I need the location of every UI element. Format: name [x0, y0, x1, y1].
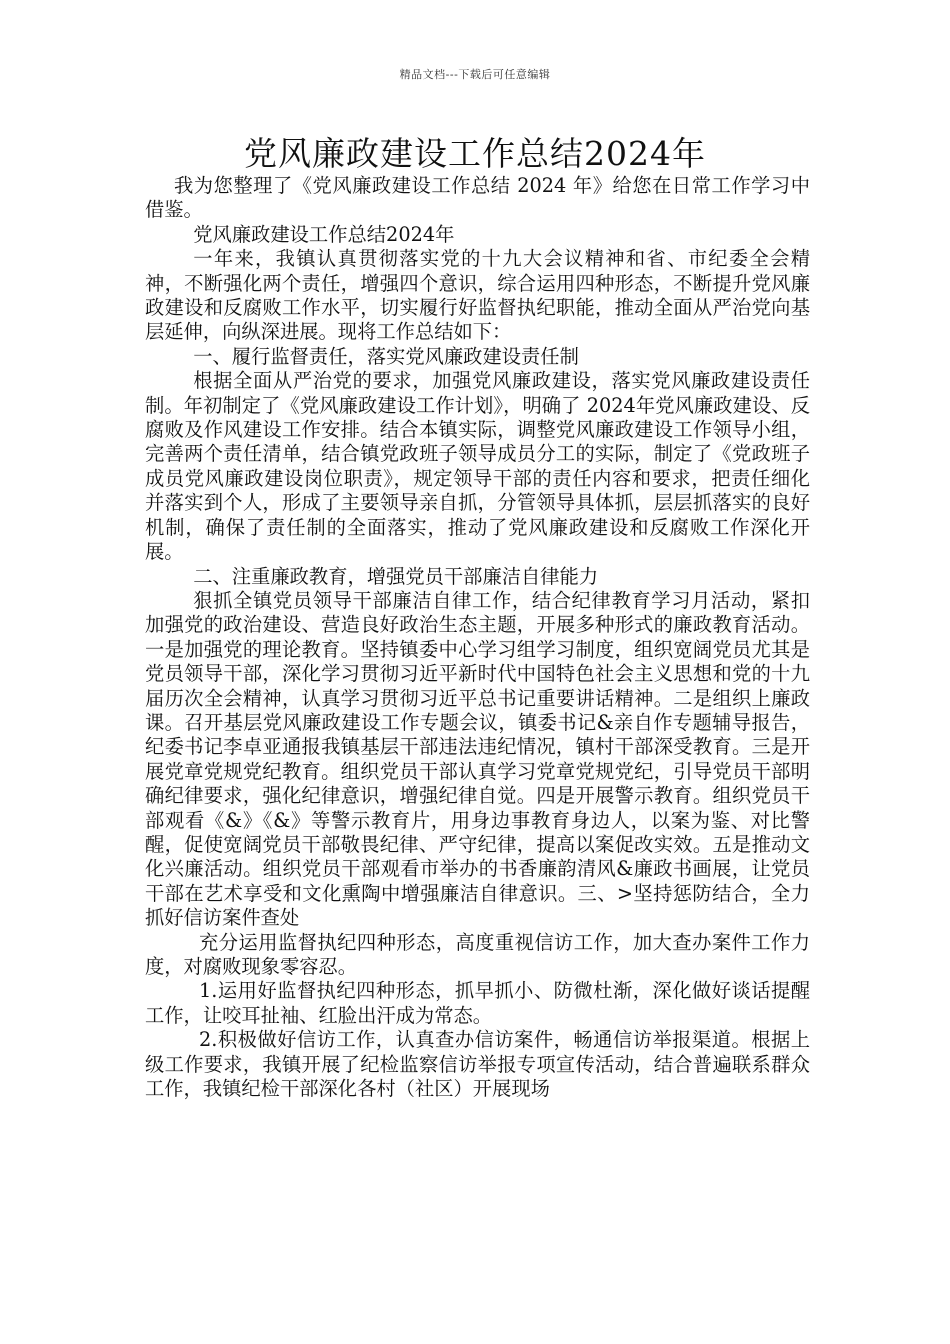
paragraph-section-3: 充分运用监督执纪四种形态，高度重视信访工作，加大查办案件工作力度，对腐败现象零容忍。 [145, 930, 810, 978]
section-heading-1: 一、履行监督责任，落实党风廉政建设责任制 [193, 344, 579, 368]
paragraph-subtitle: 党风廉政建设工作总结2024年 [193, 222, 455, 246]
list-item-1: 1.运用好监督执纪四种形态，抓早抓小、防微杜渐，深化做好谈话提醒工作，让咬耳扯袖、红脸出汗成为常态。 [145, 979, 810, 1027]
header-note: 精品文档---下载后可任意编辑 [399, 68, 551, 81]
list-item-2: 2.积极做好信访工作，认真查办信访案件，畅通信访举报渠道。根据上级工作要求，我镇开展了纪检监察信访举报专项宣传活动，结合普遍联系群众工作，我镇纪检干部深化各村（社区）开展现场 [145, 1028, 810, 1101]
paragraph-section-1: 根据全面从严治党的要求，加强党风廉政建设，落实党风廉政建设责任制。年初制定了《党风廉政建设工作计划》，明确了 2024年党风廉政建设、反腐败及作风建设工作安排。结合本镇实际，调整党风廉政建设工作领导小组，完善两个责任清单，结合镇党政班子领导成员分工的实际，制定了《党政班子成员党风廉政建设岗位职责》，规定领导干部的责任内容和要求，把责任细化并落实到个人，形成了主要领导亲自抓，分管领导具体抓，层层抓落实的良好机制，确保了责任制的全面落实，推动了党风廉政建设和反腐败工作深化开展。 [145, 369, 810, 564]
document-body [145, 174, 810, 1101]
paragraph-section-2: 狠抓全镇党员领导干部廉洁自律工作，结合纪律教育学习月活动，紧扣加强党的政治建设、营造良好政治生态主题，开展多种形式的廉政教育活动。一是加强党的理论教育。坚持镇委中心学习组学习制度，组织宽阔党员尤其是党员领导干部，深化学习贯彻习近平新时代中国特色社会主义思想和党的十九届历次全会精神，认真学习贯彻习近平总书记重要讲话精神。二是组织上廉政课。召开基层党风廉政建设工作专题会议，镇委书记&亲自作专题辅导报告，纪委书记李卓亚通报我镇基层干部违法违纪情况，镇村干部深受教育。三是开展党章党规党纪教育。组织党员干部认真学习党章党规党纪，引导党员干部明确纪律要求，强化纪律意识，增强纪律自觉。四是开展警示教育。组织党员干部观看《&》《&》等警示教育片，用身边事教育身边人，以案为鉴、对比警醒，促使宽阔党员干部敬畏纪律、严守纪律，提高以案促改实效。五是推动文化兴廉活动。组织党员干部观看市举办的书香廉韵清风&廉政书画展，让党员干部在艺术享受和文化熏陶中增强廉洁自律意识。三、>坚持惩防结合，全力抓好信访案件查处 [145, 588, 810, 930]
paragraph-overview: 一年来，我镇认真贯彻落实党的十九大会议精神和省、市纪委全会精神，不断强化两个责任，增强四个意识，综合运用四种形态，不断提升党风廉政建设和反腐败工作水平，切实履行好监督执纪职能，推动全面从严治党向基层延伸，向纵深进展。现将工作总结如下： [145, 247, 810, 344]
document-title: 党风廉政建设工作总结2024年 [244, 134, 706, 173]
section-heading-2: 二、注重廉政教育，增强党员干部廉洁自律能力 [193, 564, 599, 588]
paragraph-intro: 我为您整理了《党风廉政建设工作总结 2024 年》给您在日常工作学习中借鉴。 [145, 174, 810, 222]
